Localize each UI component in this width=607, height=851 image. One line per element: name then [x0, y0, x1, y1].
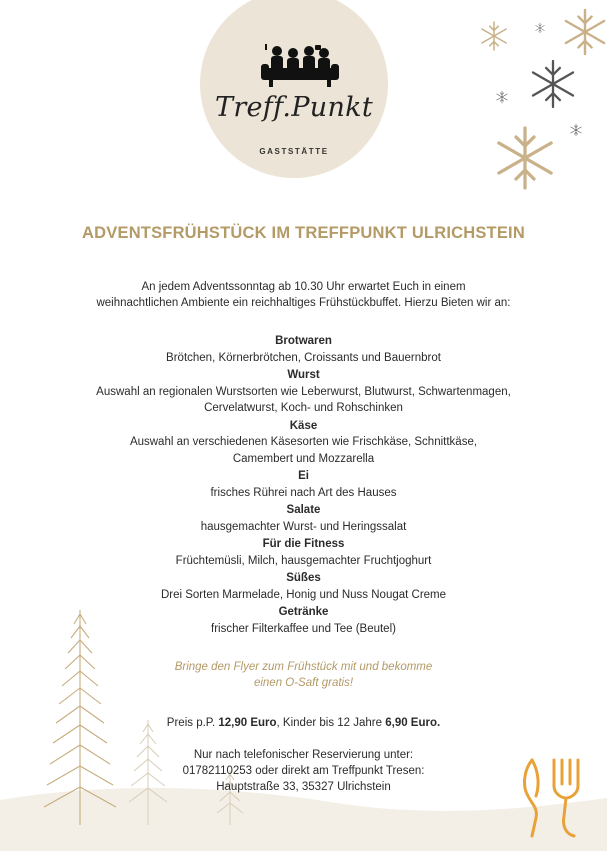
intro-line: weihnachtlichen Ambiente ein reichhaltiges Frühstückbuffet. Hierzu Bieten wir an:: [96, 297, 511, 309]
logo-subtitle: GASTSTÄTTE: [259, 147, 329, 156]
menu-category: Ei: [298, 470, 309, 482]
promo-line: Bringe den Flyer zum Frühstück mit und bekomme: [174, 661, 433, 673]
menu-items: [30, 485, 577, 502]
menu-category: Salate: [286, 504, 321, 516]
address: Hauptstraße 33, 35327 Ulrichstein: [216, 781, 391, 793]
menu-item-line: Drei Sorten Marmelade, Honig und Nuss Nougat Creme: [160, 588, 447, 601]
menu-category: Süßes: [286, 572, 321, 584]
adult-price: 12,90 Euro: [218, 717, 277, 729]
menu-item-line: Auswahl an verschiedenen Käsesorten wie Frischkäse, Schnittkäse,: [129, 436, 478, 448]
snowflake-icon: [470, 0, 607, 200]
menu-category: Käse: [289, 419, 318, 432]
page-title: ADVENTSFRÜHSTÜCK IM TREFFPUNKT ULRICHSTEIN: [82, 224, 525, 242]
buffet-menu: [30, 333, 577, 638]
menu-item-line: Brötchen, Körnerbrötchen, Croissants und Bauernbrot: [166, 351, 441, 364]
intro-text: [40, 279, 567, 311]
price-middle: , Kinder bis 12 Jahre: [276, 717, 383, 729]
menu-items: [30, 519, 577, 536]
menu-item-line: frisches Rührei nach Art des Hauses: [210, 486, 397, 499]
menu-category: Wurst: [287, 369, 320, 381]
price-prefix: Preis p.P.: [166, 717, 216, 729]
christmas-tree-icon: [20, 600, 270, 830]
menu-item-line: hausgemachter Wurst- und Heringssalat: [200, 520, 407, 533]
promo-line: einen O-Saft gratis!: [253, 677, 354, 689]
menu-items: [30, 434, 577, 467]
intro-line: An jedem Adventssonntag ab 10.30 Uhr erwartet Euch in einem: [141, 281, 466, 293]
logo-name: Treff.Punkt: [215, 92, 373, 123]
menu-items: [30, 350, 577, 367]
menu-item-line: Auswahl an regionalen Wurstsorten wie Leberwurst, Blutwurst, Schwartenmagen,: [96, 385, 511, 398]
cutlery-icon: [518, 756, 588, 840]
menu-item-line: Camembert und Mozzarella: [232, 452, 375, 465]
child-price: 6,90 Euro.: [385, 717, 441, 729]
menu-category: Getränke: [278, 606, 329, 618]
menu-items: [30, 553, 577, 570]
contact-line: Nur nach telefonischer Reservierung unter:: [193, 749, 414, 761]
contact-info: [60, 747, 547, 795]
menu-items: [30, 384, 577, 417]
menu-item-line: Früchtemüsli, Milch, hausgemachter Fruchtjoghurt: [175, 554, 432, 567]
menu-category: Brotwaren: [275, 335, 332, 347]
menu-item-line: Cervelatwurst, Koch- und Rohschinken: [204, 402, 403, 414]
menu-category: Für die Fitness: [262, 538, 345, 550]
phone-number: 01782110253 oder direkt am Treffpunkt Tresen:: [182, 765, 425, 777]
people-logo-icon: [255, 42, 345, 90]
menu-item-line: frischer Filterkaffee und Tee (Beutel): [211, 622, 396, 635]
